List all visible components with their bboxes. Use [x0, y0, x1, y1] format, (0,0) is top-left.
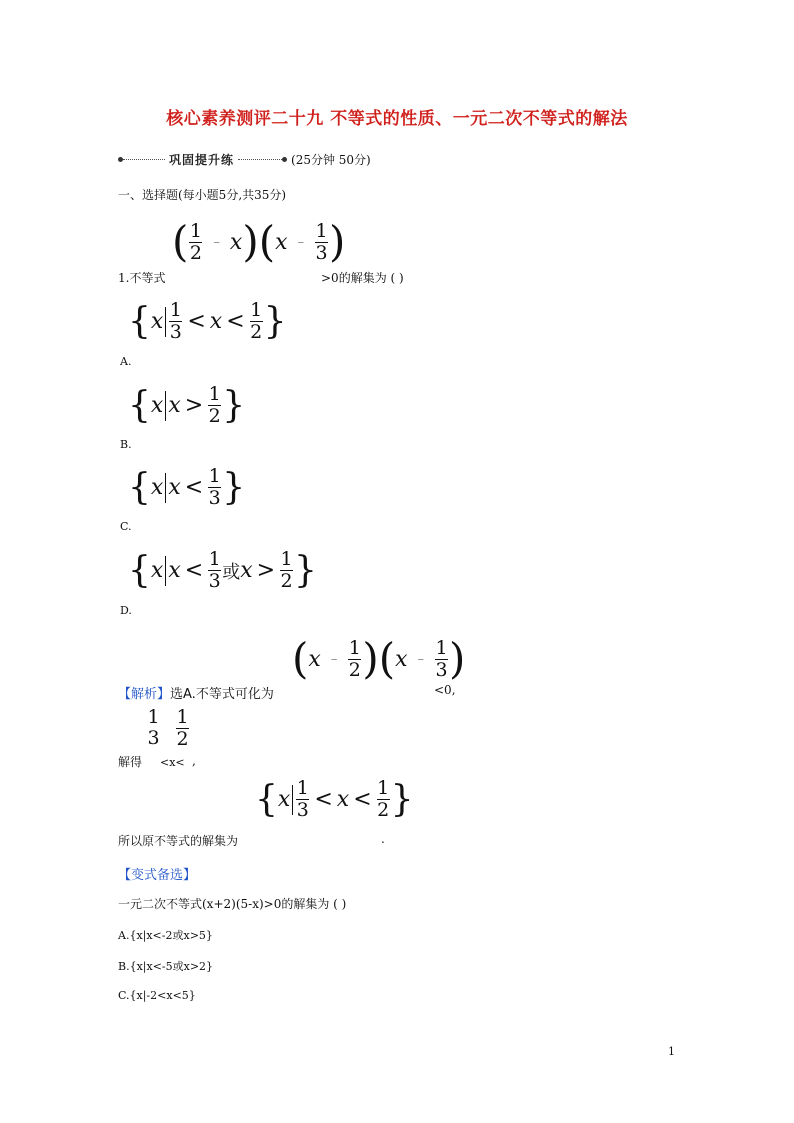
section-banner — [118, 150, 371, 168]
fraction-half: $\frac{1}{2}$ — [189, 219, 202, 264]
page-title: 核心素养测评二十九 不等式的性质、一元二次不等式的解法 — [166, 109, 628, 129]
option-a-label[interactable]: A. — [120, 355, 132, 368]
banner-time: (25分钟 50分) — [291, 152, 371, 167]
page-number: 1 — [668, 1045, 675, 1058]
option-b-label[interactable]: B. — [120, 438, 132, 451]
option-c-label[interactable]: C. — [120, 520, 132, 533]
solve-prefix: 解得 — [118, 755, 143, 769]
banner-dot-right — [282, 157, 287, 162]
option-a-expression: { x $\frac{1}{3}$ < x < $\frac{1}{2}$ } — [128, 299, 287, 343]
paren-close: ) — [329, 217, 346, 266]
variant-tag: 【变式备选】 — [118, 868, 197, 883]
analysis-text: 选A.不等式可化为 — [170, 687, 274, 702]
banner-line-right — [238, 159, 282, 160]
variant-option-c[interactable]: C.{x|-2<x<5} — [118, 989, 196, 1002]
analysis-lt0: <0, — [434, 683, 456, 697]
minus-sign: – — [297, 234, 305, 250]
option-d-expression: { x x < $\frac{1}{3}$ 或 x > $\frac{1}{2}$ } — [128, 548, 317, 592]
q1-suffix: >0的解集为 ( ) — [321, 271, 404, 285]
variant-option-a[interactable]: A.{x|x<-2或x>5} — [118, 929, 213, 942]
var-x: x — [229, 229, 243, 255]
variant-option-b[interactable]: B.{x|x<-5或x>2} — [118, 960, 214, 973]
conclusion-period: . — [381, 832, 385, 846]
solve-mid: <x< — [160, 756, 185, 769]
conclusion-text: 所以原不等式的解集为 — [118, 834, 239, 848]
analysis-line — [118, 683, 274, 702]
option-b-expression: { x x > $\frac{1}{2}$ } — [128, 383, 246, 427]
section-heading: 一、选择题(每小题5分,共35分) — [118, 188, 287, 202]
solve-fractions: 1 3 $\frac{1}{2}$ — [147, 706, 189, 750]
fraction-third: $\frac{1}{3}$ — [315, 219, 328, 264]
paren-close: ) — [242, 217, 259, 266]
option-d-label[interactable]: D. — [120, 604, 132, 617]
solve-end: , — [192, 754, 196, 768]
minus-sign: – — [213, 234, 220, 250]
var-x: x — [275, 229, 288, 255]
banner-label: 巩固提升练 — [169, 152, 235, 167]
q1-expression — [172, 216, 345, 268]
paren-open: ( — [258, 217, 276, 266]
conclusion-set: { x $\frac{1}{3}$ < x < $\frac{1}{2}$ } — [255, 777, 414, 821]
variant-question: 一元二次不等式(x+2)(5-x)>0的解集为 ( ) — [118, 897, 347, 911]
q1-prefix: 1.不等式 — [118, 271, 166, 285]
banner-line-left — [123, 159, 165, 160]
option-c-expression: { x x < $\frac{1}{3}$ } — [128, 465, 246, 509]
paren-open: ( — [172, 217, 189, 266]
analysis-expression: ( x – $\frac{1}{2}$ ) ( x – $\frac{1}{3}$ ) — [292, 634, 466, 683]
analysis-tag: 【解析】 — [118, 687, 171, 702]
